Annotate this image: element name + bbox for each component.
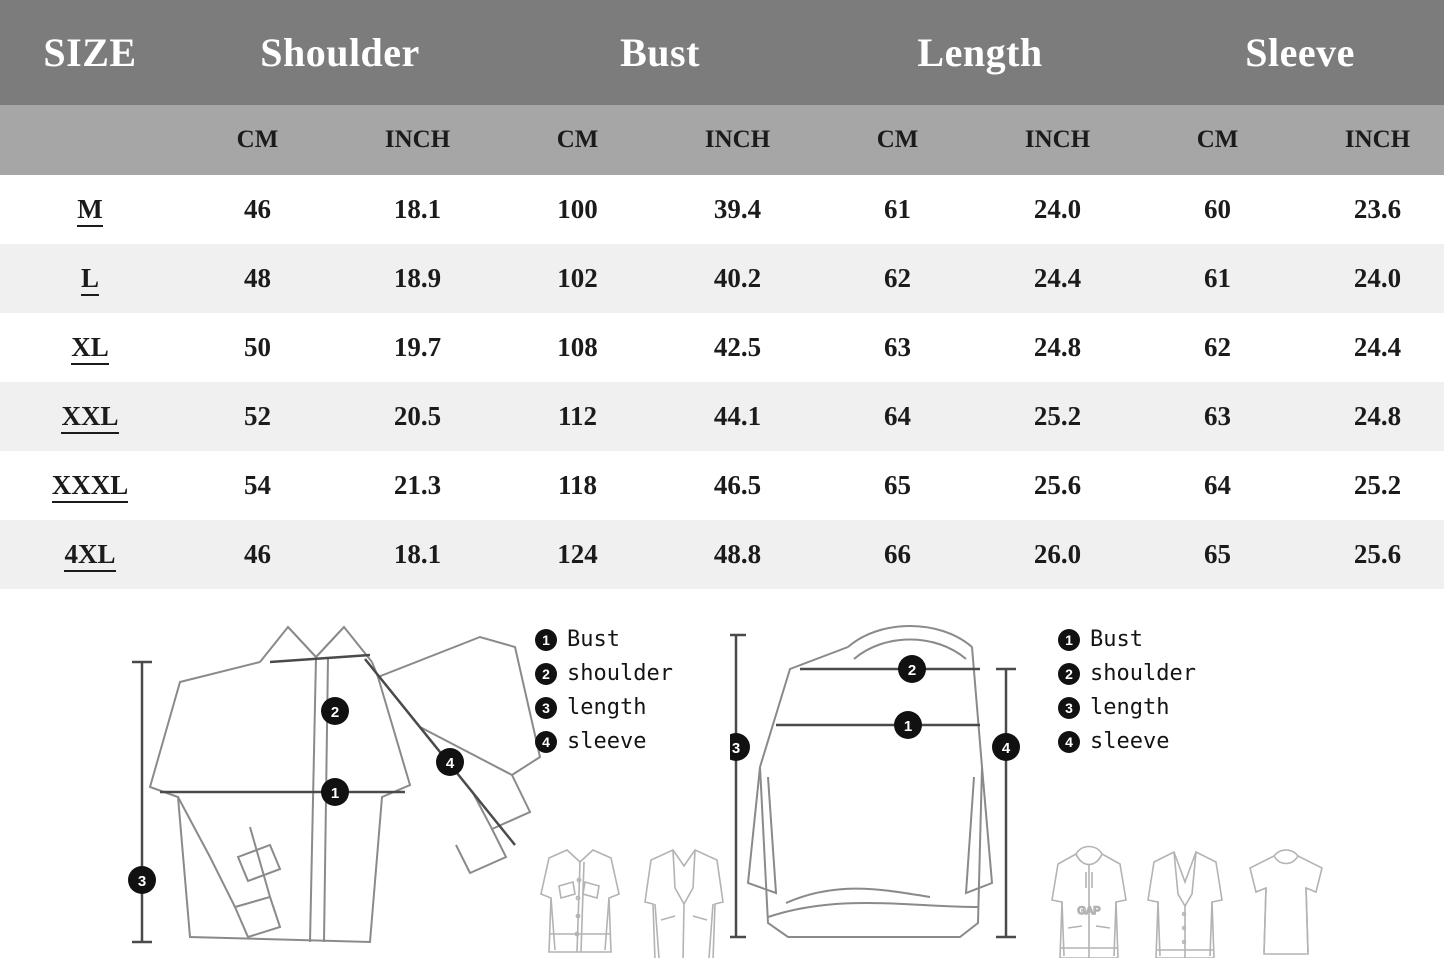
number-2-icon: 2: [1058, 663, 1080, 685]
legend-label: sleeve: [1090, 729, 1170, 754]
marker-2: 2: [907, 662, 917, 679]
legend-label: length: [567, 695, 647, 720]
header-sleeve: Sleeve: [1140, 0, 1444, 105]
denim-jacket-thumbnail: [535, 842, 625, 958]
legend-label: shoulder: [567, 661, 673, 686]
garment-thumbnails-right: [1048, 842, 1332, 958]
cell: 102: [500, 244, 655, 313]
table-row: [0, 451, 1444, 520]
row-size-label: [0, 520, 180, 589]
marker-4: 4: [1001, 740, 1011, 757]
table-row: [0, 382, 1444, 451]
table-row: [0, 175, 1444, 244]
table-row: [0, 244, 1444, 313]
size-text: M: [77, 194, 102, 227]
cell: 61: [1140, 244, 1295, 313]
unit-sleeve-inch: INCH: [1295, 105, 1444, 175]
cell: 25.2: [1295, 451, 1444, 520]
cell: 20.5: [335, 382, 500, 451]
cell: 25.6: [1295, 520, 1444, 589]
cell: 63: [820, 313, 975, 382]
cell: 25.6: [975, 451, 1140, 520]
unit-sleeve-cm: CM: [1140, 105, 1295, 175]
legend-item: [1058, 695, 1288, 720]
cell: 24.4: [975, 244, 1140, 313]
cell: 63: [1140, 382, 1295, 451]
cell: 24.4: [1295, 313, 1444, 382]
unit-length-inch: INCH: [975, 105, 1140, 175]
cell: 18.1: [335, 520, 500, 589]
header-size: SIZE: [0, 0, 180, 105]
cell: 24.8: [975, 313, 1140, 382]
table-row: [0, 520, 1444, 589]
row-size-label: [0, 175, 180, 244]
garment-thumbnails-left: [535, 842, 729, 958]
table-row: [0, 313, 1444, 382]
cell: 24.0: [975, 175, 1140, 244]
cell: 60: [1140, 175, 1295, 244]
cell: 54: [180, 451, 335, 520]
unit-bust-cm: CM: [500, 105, 655, 175]
row-size-label: [0, 451, 180, 520]
table-units-row: [0, 105, 1444, 175]
header-bust: Bust: [500, 0, 820, 105]
cell: 48: [180, 244, 335, 313]
legend-right: [1058, 627, 1288, 763]
cell: 18.9: [335, 244, 500, 313]
legend-item: [1058, 661, 1288, 686]
row-size-label: [0, 382, 180, 451]
legend-label: shoulder: [1090, 661, 1196, 686]
marker-4: 4: [445, 755, 455, 772]
number-2-icon: 2: [535, 663, 557, 685]
cell: 44.1: [655, 382, 820, 451]
tshirt-thumbnail: [1240, 842, 1332, 958]
cell: 50: [180, 313, 335, 382]
cell: 46: [180, 175, 335, 244]
cell: 118: [500, 451, 655, 520]
cell: 48.8: [655, 520, 820, 589]
row-size-label: [0, 244, 180, 313]
legend-item: [1058, 729, 1288, 754]
cell: 24.0: [1295, 244, 1444, 313]
cell: 40.2: [655, 244, 820, 313]
unit-length-cm: CM: [820, 105, 975, 175]
marker-1: 1: [903, 718, 913, 735]
measurement-diagrams: [0, 607, 1444, 958]
legend-label: Bust: [567, 627, 620, 652]
cell: 23.6: [1295, 175, 1444, 244]
number-3-icon: 3: [1058, 697, 1080, 719]
cell: 18.1: [335, 175, 500, 244]
marker-3: 3: [731, 740, 741, 757]
legend-label: sleeve: [567, 729, 647, 754]
number-1-icon: 1: [535, 629, 557, 651]
size-text: XXXL: [52, 470, 129, 503]
cell: 21.3: [335, 451, 500, 520]
svg-text:GAP: GAP: [1077, 905, 1101, 917]
header-length: Length: [820, 0, 1140, 105]
cell: 46: [180, 520, 335, 589]
unit-blank: [0, 105, 180, 175]
header-shoulder: Shoulder: [180, 0, 500, 105]
marker-3: 3: [137, 873, 147, 890]
blazer-thumbnail: [639, 842, 729, 958]
cell: 39.4: [655, 175, 820, 244]
cell: 108: [500, 313, 655, 382]
hoodie-thumbnail: [1048, 842, 1130, 958]
size-text: 4XL: [64, 539, 115, 572]
cell: 46.5: [655, 451, 820, 520]
cell: 19.7: [335, 313, 500, 382]
cell: 65: [820, 451, 975, 520]
legend-label: Bust: [1090, 627, 1143, 652]
size-text: XXL: [61, 401, 118, 434]
unit-bust-inch: INCH: [655, 105, 820, 175]
cell: 64: [1140, 451, 1295, 520]
number-3-icon: 3: [535, 697, 557, 719]
table-title-row: [0, 0, 1444, 105]
number-4-icon: 4: [1058, 731, 1080, 753]
size-text: XL: [71, 332, 109, 365]
cardigan-thumbnail: [1144, 842, 1226, 958]
cell: 52: [180, 382, 335, 451]
size-text: L: [81, 263, 99, 296]
unit-shoulder-inch: INCH: [335, 105, 500, 175]
number-4-icon: 4: [535, 731, 557, 753]
cell: 65: [1140, 520, 1295, 589]
marker-2: 2: [330, 704, 340, 721]
cell: 62: [820, 244, 975, 313]
legend-label: length: [1090, 695, 1170, 720]
cell: 61: [820, 175, 975, 244]
cell: 100: [500, 175, 655, 244]
cell: 66: [820, 520, 975, 589]
cell: 112: [500, 382, 655, 451]
cell: 124: [500, 520, 655, 589]
cell: 26.0: [975, 520, 1140, 589]
marker-1: 1: [330, 785, 340, 802]
cell: 24.8: [1295, 382, 1444, 451]
cell: 62: [1140, 313, 1295, 382]
legend-item: [1058, 627, 1288, 652]
row-size-label: [0, 313, 180, 382]
cell: 25.2: [975, 382, 1140, 451]
cell: 42.5: [655, 313, 820, 382]
number-1-icon: 1: [1058, 629, 1080, 651]
cell: 64: [820, 382, 975, 451]
unit-shoulder-cm: CM: [180, 105, 335, 175]
